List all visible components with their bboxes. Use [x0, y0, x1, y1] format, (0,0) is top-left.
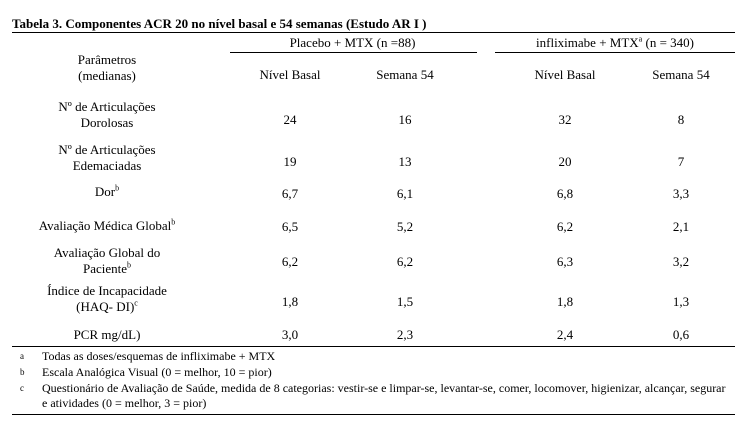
- table-cell: 16: [398, 112, 412, 127]
- group-header-infliximabe-n: (n = 340): [642, 35, 694, 50]
- table-cell: 6,8: [556, 186, 574, 201]
- table-cell: 6,3: [556, 254, 574, 269]
- table-cell: 6,2: [396, 254, 414, 269]
- col-header-placebo-basal: Nível Basal: [259, 67, 321, 82]
- table-cell: 8: [677, 112, 685, 127]
- placebo-group-rule: [230, 52, 477, 53]
- infliximabe-group-rule: [495, 52, 735, 53]
- table-cell: 6,1: [396, 186, 414, 201]
- table-cell: 3,2: [672, 254, 690, 269]
- footnote-bottom-rule: [12, 414, 735, 415]
- footnote-mark: b: [20, 367, 25, 377]
- table-cell: 1,8: [281, 294, 299, 309]
- footnote-text: Questionário de Avaliação de Saúde, medida de 8 categorias: vestir-se e limpar-se, levantar-se, comer, locomover, higienizar, alcançar, segurar e atividades (0 = melhor, 3 = pior): [42, 381, 726, 410]
- footnote: [0, 349, 747, 364]
- footnote-text: Escala Analógica Visual (0 = melhor, 10 = pior): [42, 365, 272, 379]
- table-cell: 6,2: [281, 254, 299, 269]
- param-header-line1: Parâmetros: [77, 52, 137, 67]
- table-row-label: Nº de Articulações Dorolosas: [58, 99, 156, 130]
- param-header-line2: (medianas): [78, 68, 136, 83]
- table-cell: 0,6: [672, 327, 690, 342]
- table-row-label: Dor$^b$: [94, 183, 120, 199]
- col-header-inflix-week: Semana 54: [652, 67, 710, 82]
- group-header-infliximabe-sup: a: [638, 34, 643, 44]
- table-row-label: Índice de Incapacidade (HAQ- DI)$^c$: [47, 283, 167, 314]
- table-cell: 13: [398, 154, 412, 169]
- top-rule: [12, 32, 735, 33]
- table-cell: 20: [558, 154, 572, 169]
- table-row-label: Nº de Articulações Edemaciadas: [58, 142, 156, 173]
- footnote-text: Todas as doses/esquemas de infliximabe + MTX: [42, 349, 276, 363]
- col-header-inflix-basal: Nível Basal: [534, 67, 596, 82]
- table-cell: 1,8: [556, 294, 574, 309]
- col-header-placebo-week: Semana 54: [376, 67, 434, 82]
- footnote-mark: a: [20, 351, 24, 361]
- table-cell: 2,3: [396, 327, 414, 342]
- group-header-placebo: Placebo + MTX (n =88): [289, 35, 416, 50]
- table-cell: 2,1: [672, 219, 690, 234]
- table-cell: 3,3: [672, 186, 690, 201]
- table-cell: 6,5: [281, 219, 299, 234]
- table-cell: 7: [677, 154, 685, 169]
- table-bottom-rule: [12, 346, 735, 347]
- table-cell: 3,0: [281, 327, 299, 342]
- table-row-label: PCR mg/dL): [73, 327, 141, 342]
- table-cell: 1,3: [672, 294, 690, 309]
- footnote-mark: c: [20, 383, 24, 393]
- table-cell: 24: [283, 112, 297, 127]
- table-cell: 5,2: [396, 219, 414, 234]
- group-header-infliximabe-name: infliximabe + MTX: [536, 35, 639, 50]
- group-header-infliximabe: [495, 35, 735, 51]
- table-row-label: Avaliação Global do Paciente$^b$: [53, 245, 161, 276]
- table-cell: 2,4: [556, 327, 574, 342]
- table-cell: 6,2: [556, 219, 574, 234]
- table-title: Tabela 3. Componentes ACR 20 no nível basal e 54 semanas (Estudo AR I ): [12, 16, 427, 31]
- table-cell: 19: [283, 154, 297, 169]
- table-cell: 6,7: [281, 186, 299, 201]
- param-header: [12, 52, 202, 84]
- table-cell: 1,5: [396, 294, 414, 309]
- table-row-label: Avaliação Médica Global$^b$: [38, 217, 176, 233]
- footnote: [0, 381, 747, 413]
- footnote: [0, 365, 747, 380]
- table-cell: 32: [558, 112, 572, 127]
